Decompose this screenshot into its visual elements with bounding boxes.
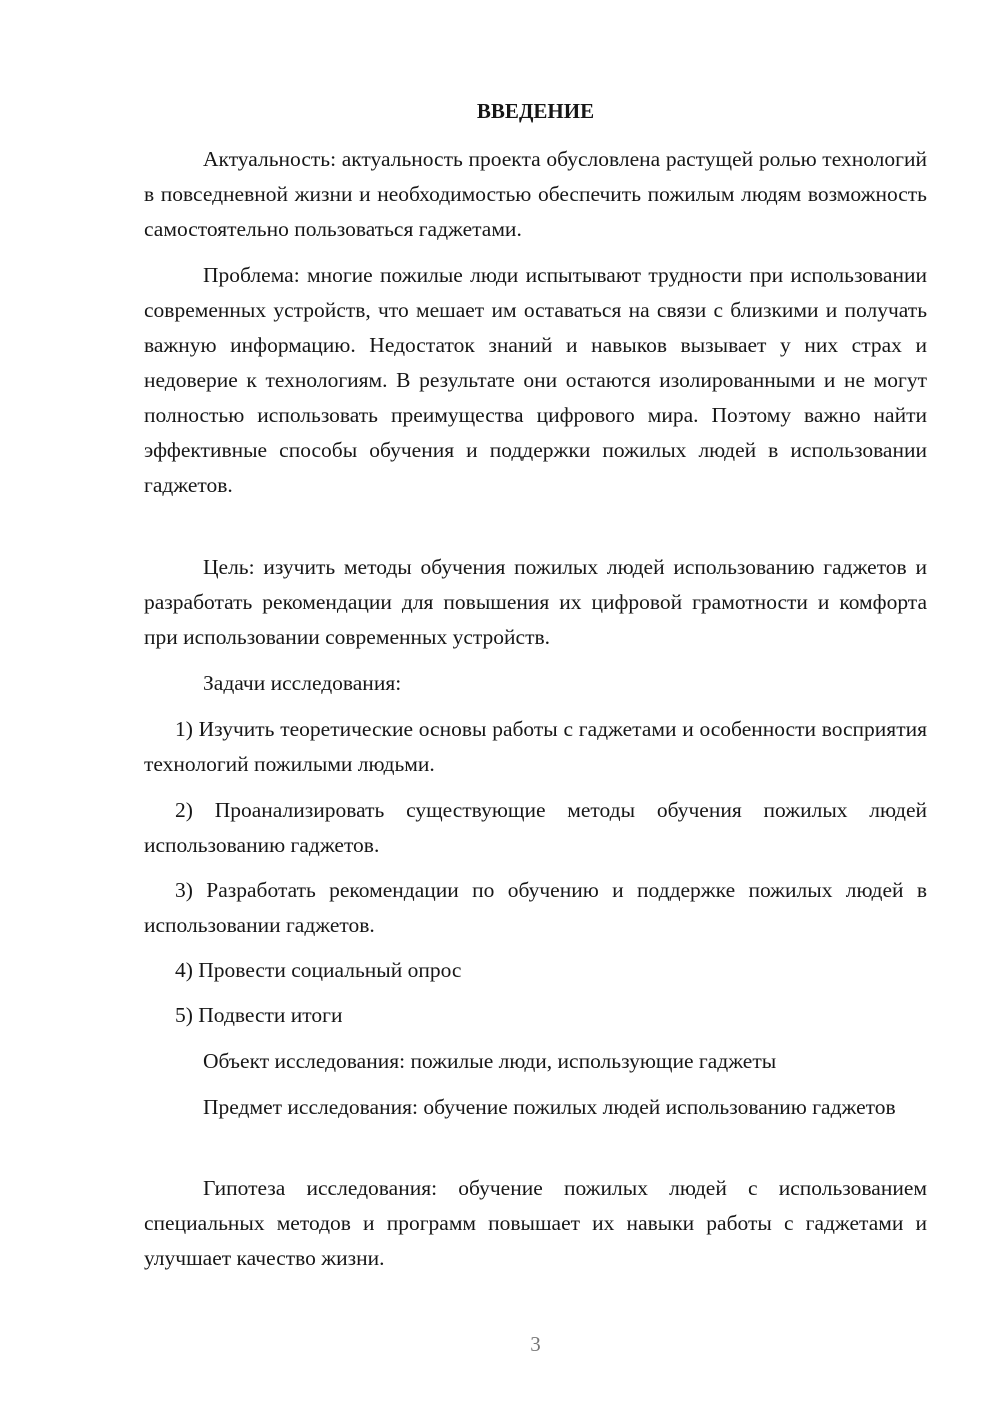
document-page (144, 0, 927, 1414)
tasks-title: Задачи исследования: (203, 671, 402, 695)
hypothesis-paragraph: Гипотеза исследования: обучение пожилых людей с использованием специальных методов и программ повышает их навыки работы с гаджетами и улучшает качество жизни. (144, 1176, 927, 1270)
relevance-paragraph: Актуальность: актуальность проекта обусловлена растущей ролью технологий в повседневной жизни и необходимостью обеспечить пожилым людям возможность самостоятельно пользоваться гаджетами. (144, 147, 927, 241)
task-item-1: 1) Изучить теоретические основы работы с гаджетами и особенности восприятия технологий пожилыми людьми. (144, 717, 927, 776)
task-item-2: 2) Проанализировать существующие методы обучения пожилых людей использованию гаджетов. (144, 798, 927, 857)
task-item-3: 3) Разработать рекомендации по обучению и поддержке пожилых людей в использовании гаджетов. (144, 878, 927, 937)
page-number: 3 (530, 1332, 541, 1356)
problem-paragraph: Проблема: многие пожилые люди испытывают трудности при использовании современных устройств, что мешает им оставаться на связи с близкими и получать важную информацию. Недостаток знаний и навыков вызывает у них страх и недоверие к технологиям. В результате они остаются изолированными и не могут полностью использовать преимущества цифрового мира. Поэтому важно найти эффективные способы обучения и поддержки пожилых людей в использовании гаджетов. (144, 263, 927, 497)
section-heading: ВВЕДЕНИЕ (476, 99, 595, 123)
object-paragraph: Объект исследования: пожилые люди, использующие гаджеты (203, 1049, 777, 1073)
task-item-5: 5) Подвести итоги (175, 1003, 343, 1027)
subject-paragraph: Предмет исследования: обучение пожилых людей использованию гаджетов (203, 1095, 896, 1119)
task-item-4: 4) Провести социальный опрос (175, 958, 462, 982)
goal-paragraph: Цель: изучить методы обучения пожилых людей использованию гаджетов и разработать рекомендации для повышения их цифровой грамотности и комфорта при использовании современных устройств. (144, 555, 927, 649)
